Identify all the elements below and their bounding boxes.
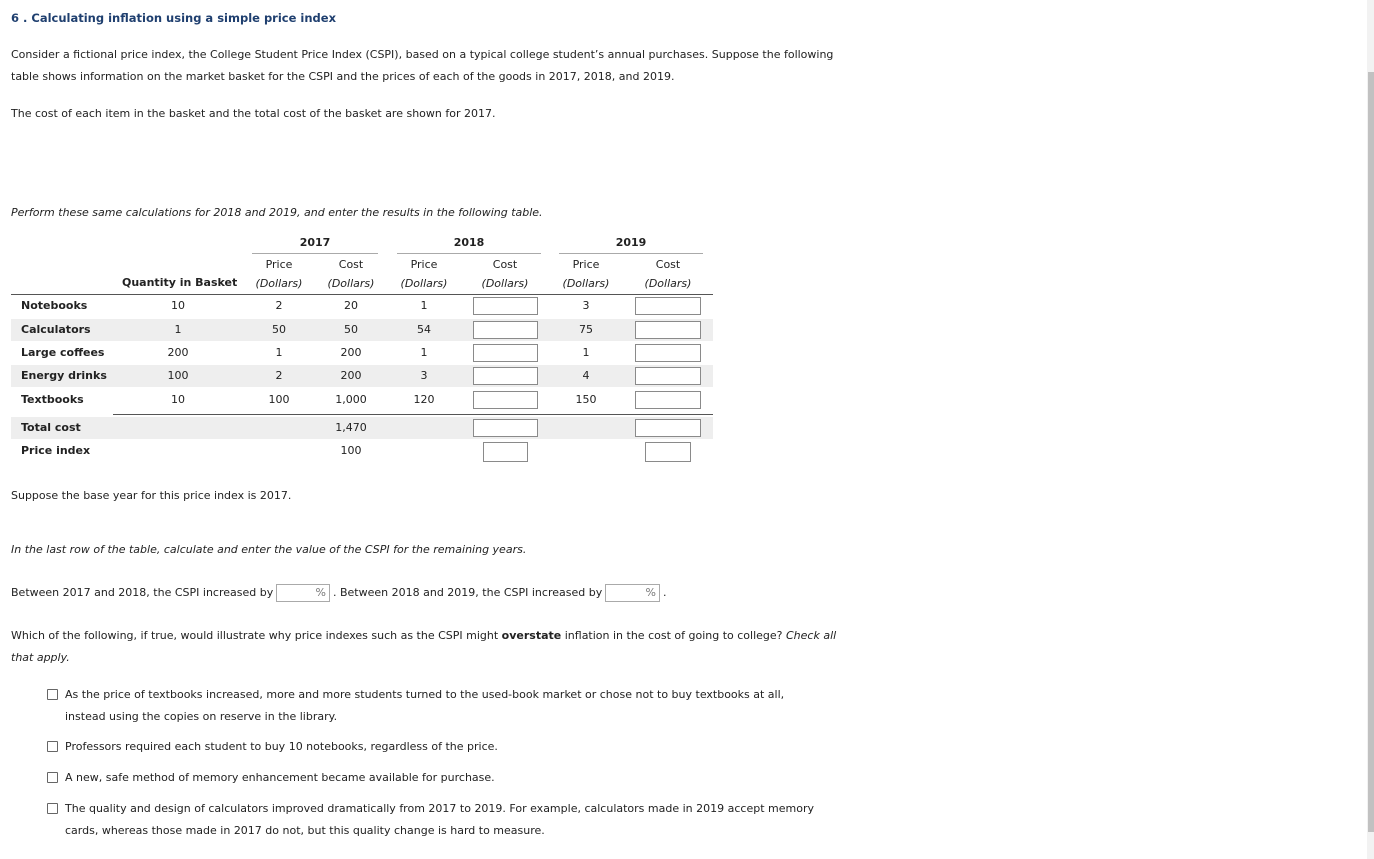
cost-2018-input[interactable] — [473, 344, 538, 362]
row-label: Energy drinks — [21, 369, 107, 382]
index-2018-input[interactable] — [483, 442, 528, 462]
option-text — [65, 684, 825, 728]
cost-2019-input[interactable] — [635, 297, 701, 315]
price-2019-cell: 1 — [582, 346, 590, 359]
total-rule — [113, 414, 713, 415]
cost-2019-input[interactable] — [635, 344, 701, 362]
option-line: instead using the copies on reserve in the library. — [65, 710, 338, 723]
last-row-instruction: In the last row of the table, calculate and enter the value of the CSPI for the remaining years. — [11, 543, 527, 556]
row-label: Notebooks — [21, 299, 88, 312]
header-label: Cost — [338, 258, 364, 271]
year-underline — [397, 253, 541, 254]
header-unit: (Dollars) — [562, 277, 610, 290]
header-unit: (Dollars) — [481, 277, 529, 290]
header-label: Price — [265, 258, 293, 271]
increase-text-3: . — [663, 586, 667, 599]
cost-2017-cell: 20 — [344, 299, 358, 312]
cost-header-2018 — [477, 255, 533, 293]
cost-header-2019 — [640, 255, 696, 293]
cost-2018-input[interactable] — [473, 367, 538, 385]
price-2017-cell: 50 — [272, 323, 286, 336]
overstate-prefix: Which of the following, if true, would illustrate why price indexes such as the CSPI might — [11, 629, 502, 642]
table-row — [11, 295, 713, 317]
option-checkbox[interactable] — [47, 689, 58, 700]
price-2018-cell: 120 — [413, 393, 435, 406]
qty-header: Quantity in Basket — [122, 276, 238, 289]
increase-sentence — [11, 582, 273, 604]
instruction-text: Perform these same calculations for 2018 and 2019, and enter the results in the following table. — [11, 206, 543, 219]
index-2019-input[interactable] — [645, 442, 691, 462]
cost-note: The cost of each item in the basket and the total cost of the basket are shown for 2017. — [11, 107, 496, 120]
increase-2019-input[interactable] — [605, 584, 660, 602]
cost-2017-cell: 200 — [340, 346, 362, 359]
increase-text-1: Between 2017 and 2018, the CSPI increased by — [11, 586, 274, 599]
price-2018-cell: 3 — [420, 369, 428, 382]
overstate-middle: inflation in the cost of going to college? — [561, 629, 786, 642]
price-2017-cell: 2 — [275, 299, 283, 312]
row-label: Large coffees — [21, 346, 105, 359]
qty-cell: 10 — [171, 299, 185, 312]
question-title: 6 . Calculating inflation using a simple price index — [11, 11, 336, 25]
intro-paragraph: Consider a fictional price index, the College Student Price Index (CSPI), based on a typical college student’s annual purchases. Suppose the following table shows information on the market basket for the CSPI and the prices of each of the goods in 2017, 2018, and 2019. — [11, 48, 834, 83]
increase-2018-input[interactable] — [276, 584, 330, 602]
option-line: cards, whereas those made in 2017 do not, but this quality change is hard to measure. — [65, 824, 545, 837]
header-label: Cost — [492, 258, 518, 271]
header-label: Price — [572, 258, 600, 271]
total-2017-cell: 1,470 — [335, 421, 367, 434]
table-row — [11, 365, 713, 387]
table-row — [11, 319, 713, 341]
option-checkbox[interactable] — [47, 741, 58, 752]
price-index-row — [11, 440, 713, 462]
check-all-text: Check all — [786, 629, 837, 642]
option-text: Professors required each student to buy 10 notebooks, regardless of the price. — [65, 740, 498, 753]
cost-2018-input[interactable] — [473, 321, 538, 339]
percent-symbol: % — [315, 586, 326, 599]
price-header-2017 — [251, 255, 307, 293]
option-checkbox[interactable] — [47, 803, 58, 814]
price-2017-cell: 1 — [275, 346, 283, 359]
row-label: Calculators — [21, 323, 91, 336]
cost-header-2017 — [323, 255, 379, 293]
index-2017-cell: 100 — [340, 444, 362, 457]
price-2017-cell: 100 — [268, 393, 290, 406]
row-label: Price index — [21, 444, 91, 457]
header-label: Cost — [655, 258, 681, 271]
cost-2019-input[interactable] — [635, 321, 701, 339]
year-header-2017: 2017 — [299, 236, 331, 249]
year-header-2018: 2018 — [453, 236, 485, 249]
total-cost-row — [11, 417, 713, 439]
price-2017-cell: 2 — [275, 369, 283, 382]
increase-text-2: . Between 2018 and 2019, the CSPI increased by — [333, 586, 603, 599]
option-checkbox[interactable] — [47, 772, 58, 783]
option-text — [65, 798, 825, 842]
option-line: As the price of textbooks increased, more and more students turned to the used-book market or chose not to buy textbooks at all, — [65, 688, 785, 701]
cost-2017-cell: 50 — [344, 323, 358, 336]
header-unit: (Dollars) — [644, 277, 692, 290]
price-header-2018 — [396, 255, 452, 293]
price-2018-cell: 1 — [420, 299, 428, 312]
overstate-question — [11, 625, 841, 669]
qty-cell: 100 — [167, 369, 189, 382]
table-row — [11, 342, 713, 364]
cost-2017-cell: 1,000 — [335, 393, 367, 406]
row-label: Textbooks — [21, 393, 84, 406]
price-2019-cell: 4 — [582, 369, 590, 382]
cost-2017-cell: 200 — [340, 369, 362, 382]
header-label: Price — [410, 258, 438, 271]
total-2019-input[interactable] — [635, 419, 701, 437]
cost-2018-input[interactable] — [473, 391, 538, 409]
price-header-2019 — [558, 255, 614, 293]
year-underline — [252, 253, 378, 254]
header-unit: (Dollars) — [400, 277, 448, 290]
overstate-bold: overstate — [501, 629, 562, 642]
base-year-note: Suppose the base year for this price index is 2017. — [11, 489, 292, 502]
cost-2019-input[interactable] — [635, 391, 701, 409]
qty-cell: 1 — [174, 323, 182, 336]
price-2019-cell: 75 — [579, 323, 593, 336]
price-2018-cell: 54 — [417, 323, 431, 336]
price-2018-cell: 1 — [420, 346, 428, 359]
that-apply-text: that apply. — [11, 651, 70, 664]
table-row — [11, 389, 713, 411]
option-text: A new, safe method of memory enhancement became available for purchase. — [65, 771, 495, 784]
scrollbar-thumb[interactable] — [1368, 72, 1374, 832]
option-line: The quality and design of calculators improved dramatically from 2017 to 2019. For example, calculators made in 2019 accept memory — [65, 802, 814, 815]
year-header-2019: 2019 — [615, 236, 647, 249]
cost-2019-input[interactable] — [635, 367, 701, 385]
percent-symbol: % — [645, 586, 656, 599]
cost-2018-input[interactable] — [473, 297, 538, 315]
qty-cell: 10 — [171, 393, 185, 406]
year-underline — [559, 253, 703, 254]
price-2019-cell: 150 — [575, 393, 597, 406]
header-unit: (Dollars) — [327, 277, 375, 290]
qty-cell: 200 — [167, 346, 189, 359]
header-unit: (Dollars) — [255, 277, 303, 290]
row-label: Total cost — [21, 421, 81, 434]
price-2019-cell: 3 — [582, 299, 590, 312]
total-2018-input[interactable] — [473, 419, 538, 437]
